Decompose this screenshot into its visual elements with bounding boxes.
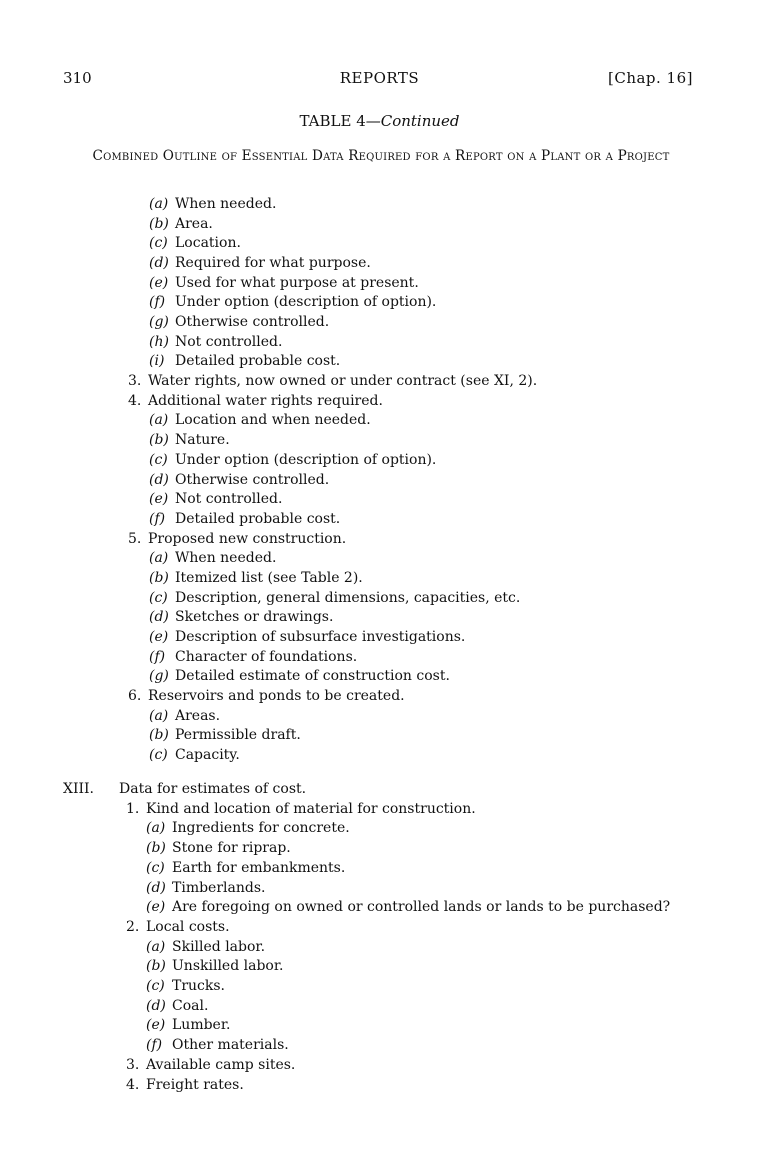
- outline-text: Area.: [175, 215, 213, 232]
- outline-marker: (f): [149, 510, 166, 527]
- outline-text: Stone for riprap.: [172, 840, 291, 857]
- outline-text: Kind and location of material for construction.: [146, 800, 476, 817]
- outline-item: [149, 254, 371, 273]
- outline-marker: (c): [149, 589, 168, 606]
- outline-marker: (d): [146, 879, 166, 896]
- outline-text: Timberlands.: [172, 879, 266, 896]
- page-number: 310: [63, 69, 92, 87]
- outline-marker: (e): [146, 1017, 166, 1034]
- outline-text: Not controlled.: [175, 491, 283, 508]
- outline-item: [149, 667, 450, 686]
- outline-marker: 1.: [126, 800, 140, 817]
- outline-text: Nature.: [175, 432, 230, 449]
- outline-item: [128, 372, 537, 391]
- outline-marker: (b): [149, 569, 169, 586]
- outline-item: [149, 411, 371, 430]
- outline-text: Ingredients for concrete.: [172, 820, 350, 837]
- outline-marker: 4.: [126, 1076, 140, 1093]
- outline-marker: (b): [146, 958, 166, 975]
- outline-text: Sketches or drawings.: [175, 609, 334, 626]
- outline-marker: (b): [146, 840, 166, 857]
- outline-text: Permissible draft.: [175, 727, 301, 744]
- outline-marker: 3.: [128, 373, 142, 390]
- outline-text: Otherwise controlled.: [175, 314, 330, 331]
- outline-item: [149, 569, 363, 588]
- outline-item: [146, 898, 670, 917]
- outline-text: Detailed probable cost.: [175, 353, 341, 370]
- outline-text: Used for what purpose at present.: [175, 274, 419, 291]
- outline-text: Areas.: [175, 707, 221, 724]
- outline-text: Description, general dimensions, capacities, etc.: [175, 589, 521, 606]
- outline-text: Required for what purpose.: [175, 255, 371, 272]
- outline-marker: (b): [149, 432, 169, 449]
- outline-text: Reservoirs and ponds to be created.: [148, 688, 405, 704]
- outline-marker: (e): [149, 628, 169, 645]
- outline-marker: (e): [146, 899, 166, 916]
- outline-item: [146, 859, 345, 878]
- outline-item: [128, 687, 405, 706]
- outline-marker: (b): [149, 215, 169, 232]
- outline-text: Freight rates.: [146, 1076, 244, 1093]
- table-continued-label: —Continued: [365, 112, 460, 130]
- outline-item: [149, 215, 213, 234]
- outline-item: [146, 977, 225, 996]
- outline-text: When needed.: [175, 196, 277, 212]
- table-title: [0, 112, 759, 130]
- outline-marker: (a): [149, 412, 169, 429]
- outline-marker: (e): [149, 491, 169, 508]
- outline-text: Data for estimates of cost.: [119, 781, 307, 797]
- outline-item: [126, 918, 230, 937]
- outline-text: Itemized list (see Table 2).: [175, 569, 363, 586]
- outline-item: [63, 780, 306, 799]
- outline-item: [146, 997, 208, 1016]
- outline-marker: (a): [149, 550, 169, 567]
- outline-marker: 5.: [128, 530, 142, 547]
- outline-marker: (a): [146, 938, 166, 955]
- outline-item: [149, 490, 282, 509]
- outline-marker: (c): [146, 859, 165, 876]
- outline-marker: 3.: [126, 1056, 140, 1073]
- outline-item: [146, 938, 265, 957]
- outline-item: [149, 352, 340, 371]
- outline-item: [149, 195, 276, 214]
- outline-marker: (a): [149, 196, 169, 212]
- outline-item: [149, 234, 241, 253]
- outline-item: [146, 957, 283, 976]
- outline-item: [146, 1016, 230, 1035]
- outline-text: Additional water rights required.: [148, 392, 383, 409]
- outline-text: Character of foundations.: [175, 648, 358, 665]
- outline-text: Earth for embankments.: [172, 859, 346, 876]
- outline-text: Detailed estimate of construction cost.: [175, 668, 450, 685]
- outline-text: Water rights, now owned or under contract (see XI, 2).: [148, 373, 538, 390]
- table-caption: Combined Outline of Essential Data Required for a Report on a Plant or a Project: [92, 148, 670, 164]
- outline-item: [128, 392, 383, 411]
- outline-marker: (c): [149, 747, 168, 764]
- outline-text: Available camp sites.: [146, 1056, 296, 1073]
- outline-item: [149, 471, 329, 490]
- outline-item: [126, 1056, 295, 1075]
- outline-marker: 4.: [128, 392, 142, 409]
- outline-item: [149, 431, 230, 450]
- outline-item: [149, 451, 436, 470]
- outline-item: [149, 707, 220, 726]
- outline-text: Lumber.: [172, 1017, 231, 1034]
- outline-marker: (c): [149, 235, 168, 252]
- outline-marker: (b): [149, 727, 169, 744]
- outline-marker: (g): [149, 314, 169, 331]
- outline-item: [146, 819, 350, 838]
- outline-marker: (a): [146, 820, 166, 837]
- outline-item: [149, 726, 301, 745]
- outline-item: [146, 839, 291, 858]
- outline-text: Detailed probable cost.: [175, 510, 341, 527]
- running-title: REPORTS: [339, 69, 420, 87]
- outline-text: Trucks.: [172, 978, 226, 994]
- chapter-label: [Chap. 16]: [607, 69, 693, 87]
- outline-item: [149, 313, 329, 332]
- outline-text: Unskilled labor.: [172, 958, 284, 975]
- outline-text: Capacity.: [175, 747, 240, 764]
- outline-item: [149, 549, 276, 568]
- outline-text: Under option (description of option).: [175, 451, 437, 468]
- outline-item: [126, 1076, 244, 1095]
- outline-text: Are foregoing on owned or controlled lands or lands to be purchased?: [172, 899, 671, 916]
- outline-item: [149, 648, 357, 667]
- outline-marker: (f): [146, 1037, 163, 1054]
- outline-text: Coal.: [172, 997, 209, 1014]
- outline-text: Otherwise controlled.: [175, 471, 330, 488]
- outline-item: [149, 333, 282, 352]
- outline-text: Proposed new construction.: [148, 530, 347, 547]
- outline-text: Local costs.: [146, 918, 230, 935]
- outline-marker: (c): [146, 978, 165, 994]
- outline-marker: (f): [149, 294, 166, 311]
- outline-text: Location.: [175, 235, 241, 252]
- outline-marker: 2.: [126, 918, 140, 935]
- outline-marker: (c): [149, 451, 168, 468]
- outline-marker: 6.: [128, 688, 142, 704]
- outline-marker: (h): [149, 333, 169, 350]
- outline-item: [126, 800, 476, 819]
- outline-marker: (d): [149, 255, 169, 272]
- outline-marker: XIII.: [63, 781, 95, 797]
- outline-item: [146, 879, 265, 898]
- outline-item: [149, 510, 340, 529]
- outline-marker: (a): [149, 707, 169, 724]
- outline-marker: (i): [149, 353, 165, 370]
- outline-item: [149, 274, 419, 293]
- outline-text: When needed.: [175, 550, 277, 567]
- outline-marker: (d): [149, 609, 169, 626]
- outline-item: [149, 293, 436, 312]
- outline-marker: (e): [149, 274, 169, 291]
- outline-item: [149, 608, 333, 627]
- outline-marker: (d): [146, 997, 166, 1014]
- outline-text: Location and when needed.: [175, 412, 371, 429]
- table-title-label: TABLE 4: [299, 112, 366, 130]
- outline-marker: (d): [149, 471, 169, 488]
- outline-text: Other materials.: [172, 1037, 289, 1054]
- outline-item: [149, 628, 465, 647]
- outline-text: Skilled labor.: [172, 938, 266, 955]
- outline-item: [149, 589, 520, 608]
- outline-text: Not controlled.: [175, 333, 283, 350]
- outline-text: Description of subsurface investigations.: [175, 628, 466, 645]
- outline-item: [149, 746, 240, 765]
- outline-item: [128, 530, 346, 549]
- outline-text: Under option (description of option).: [175, 294, 437, 311]
- outline-marker: (g): [149, 668, 169, 685]
- outline-item: [146, 1036, 289, 1055]
- outline-marker: (f): [149, 648, 166, 665]
